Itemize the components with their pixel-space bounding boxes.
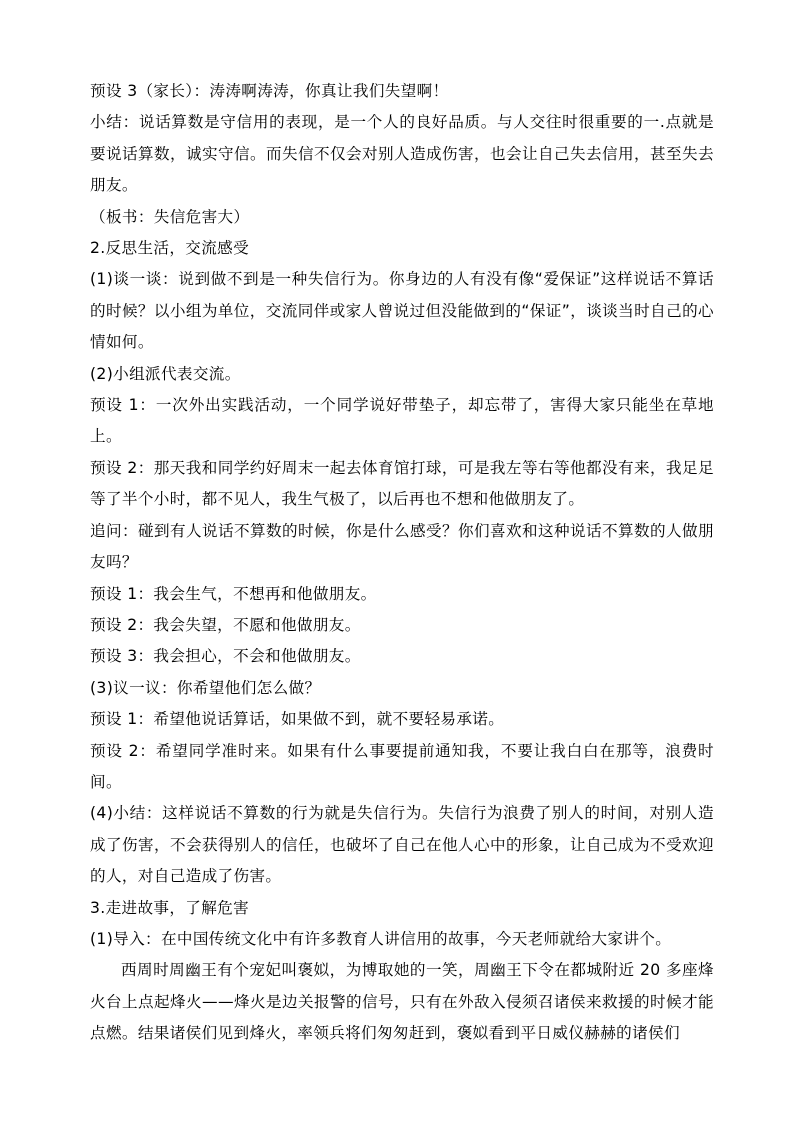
paragraph-board-note: （板书：失信危害大）	[90, 207, 250, 226]
paragraph-follow-up-question: 追问：碰到有人说话不算数的时候，你是什么感受？你们喜欢和这种说话不算数的人做朋友吗？	[90, 521, 714, 572]
paragraph-preset-2-gym: 预设 2：那天我和同学约好周末一起去体育馆打球，可是我左等右等他都没有来，我足足等了半个小时，都不见人，我生气极了，以后再也不想和他做朋友了。	[90, 458, 714, 509]
paragraph-preset-2-disappointed: 预设 2：我会失望，不愿和他做朋友。	[90, 615, 361, 634]
paragraph-discuss-1: (1)谈一谈：说到做不到是一种失信行为。你身边的人有没有像“爱保证”这样说话不算话的时候？以小组为单位，交流同伴或家人曾说过但没能做到的“保证”，谈谈当时自己的心情如何。	[90, 270, 714, 352]
section-heading-reflect-life: 2.反思生活，交流感受	[90, 239, 250, 258]
paragraph-summary-keep-promise: 小结：说话算数是守信用的表现，是一个人的良好品质。与人交往时很重要的一.点就是要说话算数，诚实守信。而失信不仅会对别人造成伤害，也会让自己失去信用，甚至失去朋友。	[90, 113, 714, 195]
paragraph-preset-1-angry: 预设 1：我会生气，不想再和他做朋友。	[90, 584, 377, 603]
paragraph-group-share: (2)小组派代表交流。	[90, 364, 241, 383]
paragraph-preset-1-hope: 预设 1：希望他说话算话，如果做不到，就不要轻易承诺。	[90, 710, 505, 729]
paragraph-preset-3-parent: 预设 3（家长）：涛涛啊涛涛，你真让我们失望啊！	[90, 82, 449, 100]
paragraph-preset-2-punctual: 预设 2：希望同学准时来。如果有什么事要提前通知我，不要让我白白在那等，浪费时间。	[90, 741, 714, 791]
paragraph-introduction: (1)导入：在中国传统文化中有许多教育人讲信用的故事，今天老师就给大家讲个。	[90, 929, 672, 948]
paragraph-discuss-3: (3)议一议：你希望他们怎么做？	[90, 678, 321, 697]
paragraph-story-zhou-youwang: 西周时周幽王有个宠妃叫褒姒，为博取她的一笑，周幽王下令在都城附近 20 多座烽火台上点起烽火——烽火是边关报警的信号，只有在外敌入侵须召诸侯来救援的时候才能点燃。结果诸侯们见到烽火，率领兵将们匆匆赶到，褒姒看到平日威仪赫赫的诸侯们	[90, 961, 714, 1043]
document-body	[90, 76, 714, 1050]
paragraph-summary-4: (4)小结：这样说话不算数的行为就是失信行为。失信行为浪费了别人的时间，对别人造成了伤害，不会获得别人的信任，也破坏了自己在他人心中的形象，让自己成为不受欢迎的人，对自己造成了伤害。	[90, 804, 714, 886]
section-heading-story: 3.走进故事，了解危害	[90, 898, 250, 917]
paragraph-preset-1-outing: 预设 1：一次外出实践活动，一个同学说好带垫子，却忘带了，害得大家只能坐在草地上。	[90, 396, 714, 446]
paragraph-preset-3-worried: 预设 3：我会担心，不会和他做朋友。	[90, 647, 361, 666]
